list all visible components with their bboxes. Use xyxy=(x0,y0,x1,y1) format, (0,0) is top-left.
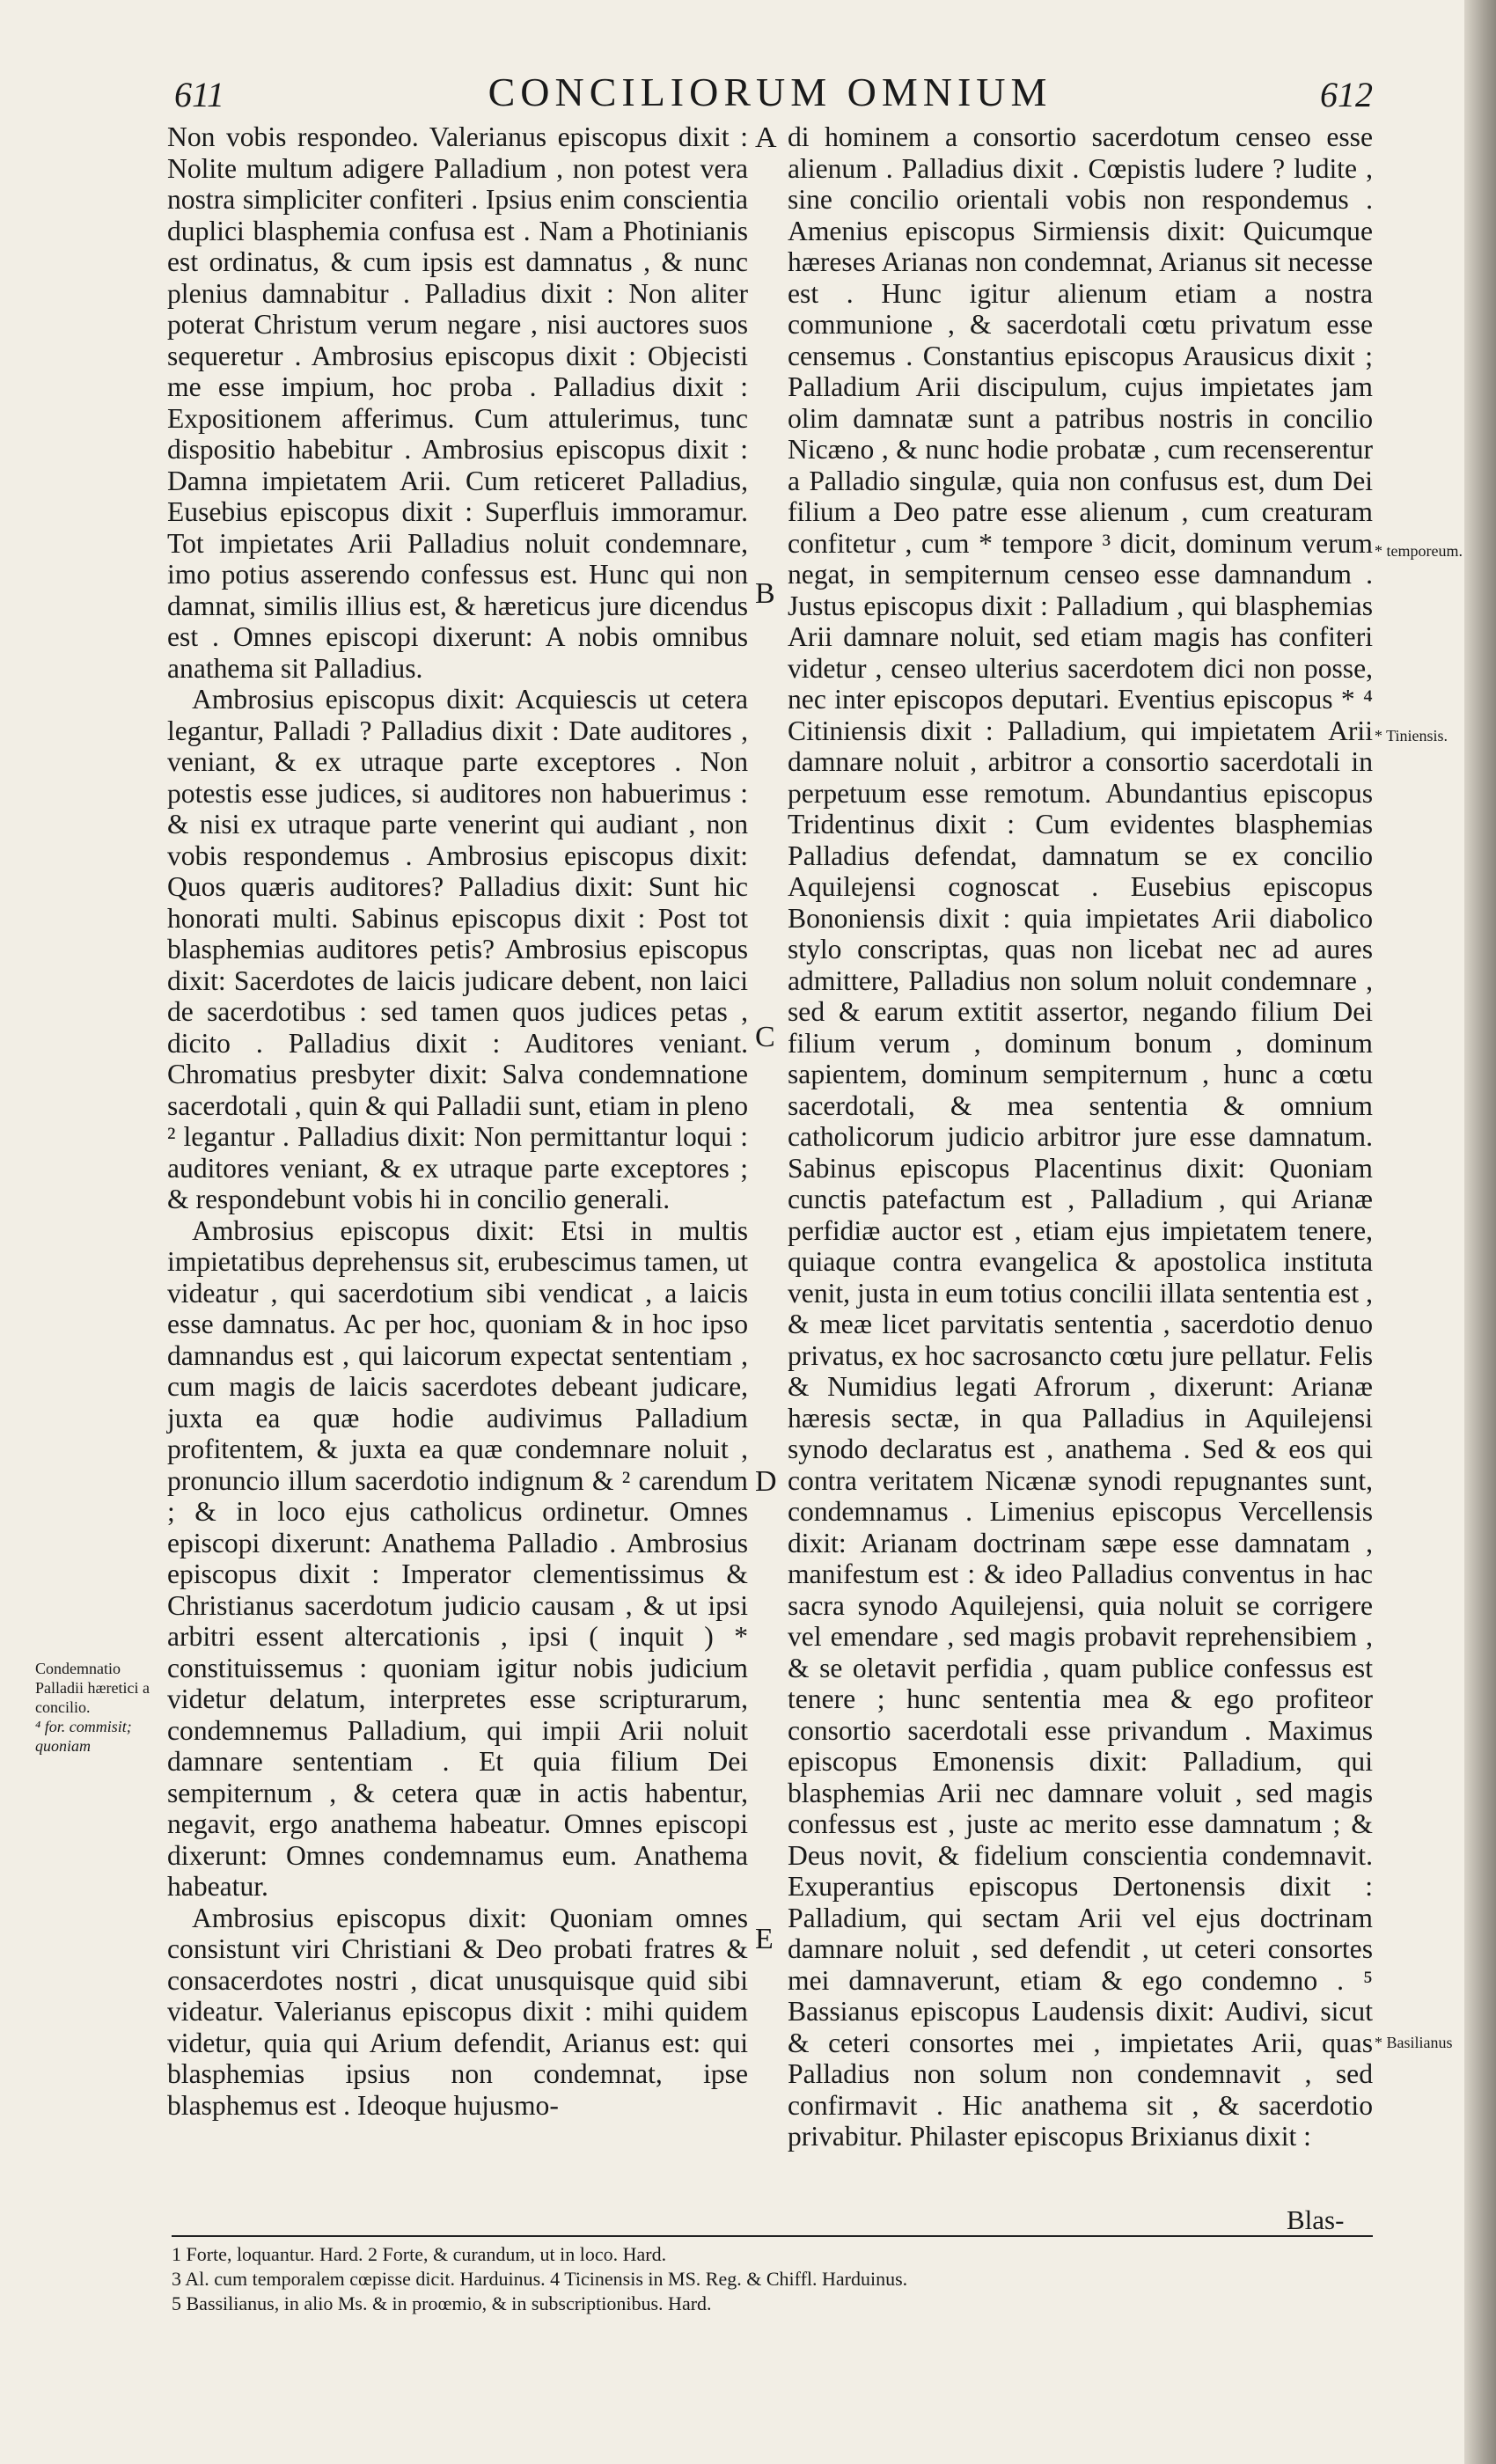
right-column xyxy=(788,121,1373,2152)
section-letter-e: E xyxy=(755,1923,774,1955)
paragraph: Non vobis respondeo. Valerianus episcopus dixit : Nolite multum adigere Palladium , non potest vera nostra simpliciter confiteri . Ipsius enim conscientia duplici blasphemia confusa est . Nam a Photinianis est ordinatus, & cum ipsis est damnatus , & nunc plenius damnabitur . Palladius dixit : Non aliter poterat Christum verum negare , nisi auctores suos sequeretur . Ambrosius episcopus dixit : Objecisti me esse impium, hoc proba . Palladius dixit : Expositionem afferimus. Cum attulerimus, tunc dispositio habebitur . Ambrosius episcopus dixit : Damna impietatem Arii. Cum reticeret Palladius, Eusebius episcopus dixit : Superfluis immoramur. Tot impietates Arii Palladius noluit condemnare, imo potius asserendo confessus est. Hunc qui non damnat, similis illius est, & hæreticus jure dicendus est . Omnes episcopi dixerunt: A nobis omnibus anathema sit Palladius. xyxy=(167,121,748,684)
section-letter-a: A xyxy=(755,121,777,154)
margin-note-left xyxy=(35,1659,158,1756)
section-letter-d: D xyxy=(755,1465,777,1498)
running-head xyxy=(167,69,1373,121)
margin-note-right: * Tiniensis. xyxy=(1375,727,1448,744)
footnote-line: 5 Bassilianus, in alio Ms. & in proœmio, & in subscriptionibus. Hard. xyxy=(172,2292,712,2314)
section-letter-c: C xyxy=(755,1021,775,1053)
margin-note-right: * temporeum. xyxy=(1375,542,1463,560)
footnote-line: 1 Forte, loquantur. Hard. 2 Forte, & curandum, ut in loco. Hard. xyxy=(172,2243,667,2265)
page-number-left: 611 xyxy=(174,75,225,114)
margin-note-text: ⁴ for. commisit; quoniam xyxy=(35,1718,132,1755)
left-column xyxy=(167,121,748,2121)
footnotes xyxy=(172,2242,1373,2316)
paragraph: Ambrosius episcopus dixit: Quoniam omnes consistunt viri Christiani & Deo probati fratres & consacerdotes nostri , dicat unusquisque quid sibi videatur. Valerianus episcopus dixit : mihi quidem videtur, quia qui Arium defendit, Arianus est: qui blasphemias ipsius non condemnat, ipse blasphemus est . Ideoque hujusmo- xyxy=(167,1902,748,2121)
paragraph: Ambrosius episcopus dixit: Etsi in multis impietatibus deprehensus sit, erubescimus tamen, ut videatur , qui sacerdotium sibi vendicat , a laicis esse damnatus. Ac per hoc, quoniam & in hoc ipso damnandus est , qui laicorum expectat sententiam , cum magis de laicis sacerdotes debeant judicare, juxta ea quæ hodie audivimus Palladium profitentem, & juxta ea quæ condemnare noluit , pronuncio illum sacerdotio indignum & ² carendum ; & in loco ejus catholicus ordinetur. Omnes episcopi dixerunt: Anathema Palladio . Ambrosius episcopus dixit : Imperator clementissimus & Christianus sacerdotum judicio causam , & ut ipsi arbitri essent altercationis , ipsi ( inquit ) * constituissemus : quoniam igitur nobis judicium videtur delatum, interpretes esse scripturarum, condemnemus Palladium, qui impii Arii noluit damnare sententiam . Et quia filium Dei sempiternum , & cetera quæ in actis habentur, negavit, ergo anathema habeatur. Omnes episcopi dixerunt: Omnes condemnamus eum. Anathema habeatur. xyxy=(167,1214,748,1902)
paragraph: di hominem a consortio sacerdotum censeo esse alienum . Palladius dixit . Cœpistis ludere ? ludite , sine concilio orientali vobis non respondemus . Amenius episcopus Sirmiensis dixit: Quicumque hæreses Arianas non condemnat, Arianus sit necesse est . Hunc igitur alienum etiam a nostra communione , & sacerdotali cœtu privatum esse censemus . Constantius episcopus Arausicus dixit ; Palladium Arii discipulum, cujus impietates jam olim damnatæ sunt a patribus nostris in concilio Nicæno , & nunc hodie probatæ , cum recenserentur a Palladio singulæ, quia non confusus est, dum Dei filium a Deo patre esse alienum , cum creaturam confitetur , cum * tempore ³ dicit, dominum verum negat, in sempiternum censeo esse damnandum . Justus episcopus dixit : Palladium , qui blasphemias Arii damnare noluit, sed etiam magis has confiteri videtur , censeo ulterius sacerdotem dici non posse, nec inter episcopos deputari. Eventius episcopus * ⁴ Citiniensis dixit : Palladium, qui impietatem Arii damnare noluit , arbitror a consortio sacerdotali in perpetuum esse remotum. Abundantius episcopus Tridentinus dixit : Cum evidentes blasphemias Palladius defendat, damnatum se ex concilio Aquilejensi cognoscat . Eusebius episcopus Bononiensis dixit : quia impietates Arii diabolico stylo conscriptas, quas non licebat nec ad aures admittere, Palladius non solum noluit condemnare , sed & earum extitit assertor, negando filium Dei filium verum , dominum bonum , dominum sapientem, dominum sempiternum , hunc a cœtu sacerdotali, & mea sententia & omnium catholicorum judicio arbitror jure esse damnatum. Sabinus episcopus Placentinus dixit: Quoniam cunctis patefactum est , Palladium , qui Arianæ perfidiæ auctor est , etiam ejus impietatem tenere, quiaque contra evangelica & apostolica instituta venit, justa in eum totius concilii illata sententia est , & meæ licet parvitatis sententia , sacerdotio denuo privatus, ex hoc sacrosancto cœtu jure pellatur. Felis & Numidius legati Afrorum , dixerunt: Arianæ hæresis sectæ, in qua Palladius in Aquilejensi synodo declaratus est , anathema . Sed & eos qui contra veritatem Nicænæ synodi repugnantes sunt, condemnamus . Limenius episcopus Vercellensis dixit: Arianam doctrinam sæpe esse damnatam , manifestum est : & ideo Palladius conventus in hac sacra synodo Aquilejensi, quia noluit se corrigere vel emendare , sed magis probavit reprehensibiem , & se oletavit perfidia , quam publice confessus est tenere ; hunc sententia mea & ego profiteor consortio sacerdotali esse privandum . Maximus episcopus Emonensis dixit: Palladium, qui blasphemias Arii nec damnare voluit , sed magis confessus est , juste ac merito esse damnatum ; & Deus novit, & fidelium conscientia condemnavit. Exuperantius episcopus Dertonensis dixit : Palladium, qui sectam Arii vel ejus doctrinam damnare noluit , sed defendit , ut ceteri consortes mei damnaverunt, etiam & ego condemno . ⁵ Bassianus episcopus Laudensis dixit: Audivi, sicut & ceteri consortes mei , impietates Arii, quas Palladius non solum non condemnavit , sed confirmavit . Hic anathema sit , & sacerdotio privabitur. Philaster episcopus Brixianus dixit : xyxy=(788,121,1373,2152)
catchword: Blas- xyxy=(1287,2204,1345,2235)
footnote-line: 3 Al. cum temporalem cœpisse dicit. Harduinus. 4 Ticinensis in MS. Reg. & Chiffl. Harduinus. xyxy=(172,2268,908,2290)
page-title: CONCILIORUM OMNIUM xyxy=(488,70,1052,114)
margin-note-right: * Basilianus xyxy=(1375,2034,1453,2051)
page-binding-edge xyxy=(1464,0,1496,2464)
footnote-rule xyxy=(172,2235,1373,2237)
paragraph: Ambrosius episcopus dixit: Acquiescis ut cetera legantur, Palladi ? Palladius dixit : Date auditores , veniant, & ex utraque parte exceptores . Non potestis esse judices, si auditores non habuerimus : & nisi ex utraque parte venerint qui audiant , non vobis respondemus . Ambrosius episcopus dixit: Quos quæris auditores? Palladius dixit: Sunt hic honorati multi. Sabinus episcopus dixit : Post tot blasphemias auditores petis? Ambrosius episcopus dixit: Sacerdotes de laicis judicare debent, non laici de sacerdotibus : sed tamen quos judices petas , dicito . Palladius dixit : Auditores veniant. Chromatius presbyter dixit: Salva condemnatione sacerdotali , quin & qui Palladii sunt, etiam in pleno ² legantur . Palladius dixit: Non permittantur loqui : auditores veniant, & ex utraque parte exceptores ; & respondebunt vobis hi in concilio generali. xyxy=(167,684,748,1214)
page-number-right: 612 xyxy=(1320,75,1373,114)
margin-note-text: Condemnatio Palladii hæretici a concilio. xyxy=(35,1660,150,1716)
section-letter-b: B xyxy=(755,577,775,610)
